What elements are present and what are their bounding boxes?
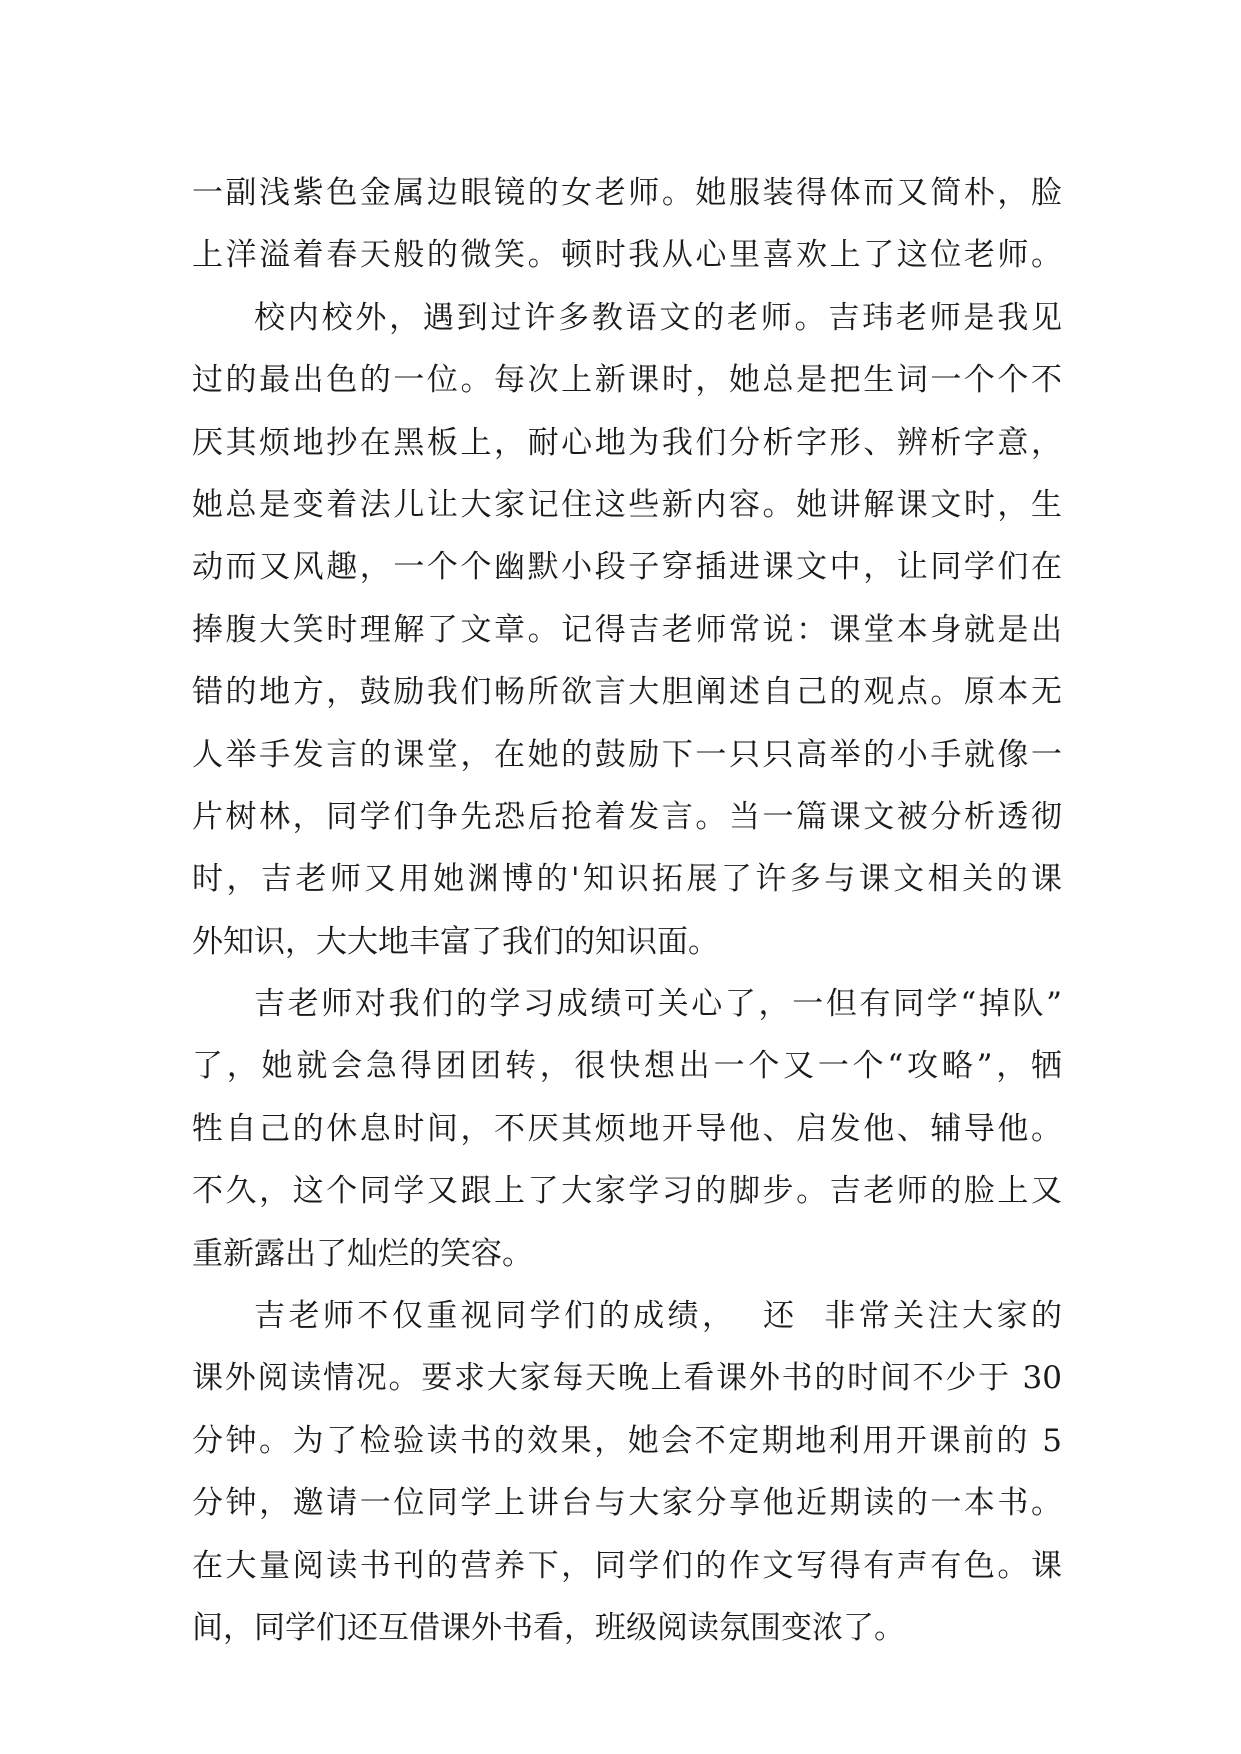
text-line: 了，她就会急得团团转，很快想出一个又一个“攻略”，牺	[192, 1048, 1062, 1085]
text-line: 分钟，邀请一位同学上讲台与大家分享他近期读的一本书。	[192, 1485, 1062, 1522]
text-line: 分钟。为了检验读书的效果，她会不定期地利用开课前的 5	[192, 1422, 1062, 1459]
text-line: 捧腹大笑时理解了文章。记得吉老师常说：课堂本身就是出	[192, 611, 1062, 648]
text-line: 校内校外，遇到过许多教语文的老师。吉玮老师是我见	[254, 299, 1062, 336]
text-line: 间，同学们还互借课外书看，班级阅读氛围变浓了。	[192, 1609, 905, 1646]
text-line: 人举手发言的课堂，在她的鼓励下一只只高举的小手就像一	[192, 736, 1062, 773]
text-line: 时，吉老师又用她渊博的'知识拓展了许多与课文相关的课	[192, 861, 1062, 898]
body-text	[192, 162, 1062, 1659]
text-line: 厌其烦地抄在黑板上，耐心地为我们分析字形、辨析字意，	[192, 424, 1062, 461]
text-line: 她总是变着法儿让大家记住这些新内容。她讲解课文时，生	[192, 486, 1062, 523]
text-line: 外知识，大大地丰富了我们的知识面。	[192, 923, 719, 960]
text-line: 一副浅紫色金属边眼镜的女老师。她服装得体而又简朴，脸	[192, 175, 1062, 211]
paragraph-1	[192, 162, 1062, 287]
paragraph-2	[192, 287, 1062, 973]
paragraph-4	[192, 1285, 1062, 1659]
text-line: 牲自己的休息时间，不厌其烦地开导他、启发他、辅导他。	[192, 1110, 1062, 1147]
text-line: 吉老师对我们的学习成绩可关心了，一但有同学“掉队”	[254, 986, 1062, 1023]
text-line: 吉老师不仅重视同学们的成绩， 还 非常关注大家的	[254, 1298, 1062, 1335]
text-line: 动而又风趣，一个个幽默小段子穿插进课文中，让同学们在	[192, 549, 1062, 586]
text-line: 过的最出色的一位。每次上新课时，她总是把生词一个个不	[192, 362, 1062, 399]
text-line: 不久，这个同学又跟上了大家学习的脚步。吉老师的脸上又	[192, 1173, 1062, 1210]
text-line: 错的地方，鼓励我们畅所欲言大胆阐述自己的观点。原本无	[192, 674, 1062, 711]
text-line: 上洋溢着春天般的微笑。顿时我从心里喜欢上了这位老师。	[192, 237, 1062, 274]
text-line: 课外阅读情况。要求大家每天晚上看课外书的时间不少于 30	[192, 1360, 1062, 1397]
text-line: 在大量阅读书刊的营养下，同学们的作文写得有声有色。课	[192, 1547, 1062, 1584]
paragraph-3	[192, 973, 1062, 1285]
text-line: 片树林，同学们争先恐后抢着发言。当一篇课文被分析透彻	[192, 798, 1062, 835]
text-line: 重新露出了灿烂的笑容。	[192, 1235, 533, 1272]
